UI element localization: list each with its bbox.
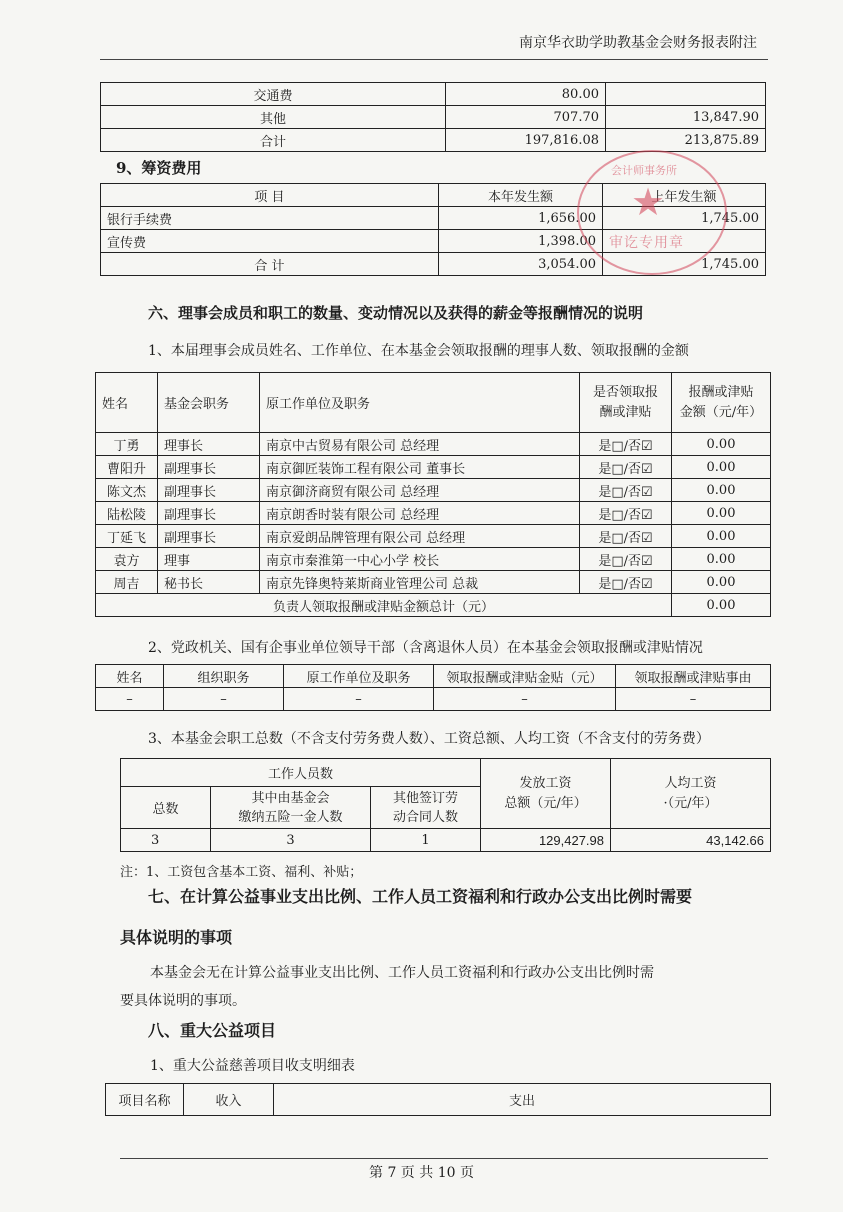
col-unit: 原工作单位及职务	[284, 665, 434, 688]
table-header-row	[121, 759, 771, 787]
col-amount: 领取报酬或津贴金贴（元）	[434, 665, 616, 688]
member-paid: 是□/否☑	[580, 433, 672, 456]
col-avg-line1: 人均工资	[664, 775, 717, 791]
header-title: 南京华衣助学助教基金会财务报表附注	[519, 35, 757, 51]
col-item: 项 目	[101, 184, 439, 207]
staff-note: 注：1、工资包含基本工资、福利、补贴；	[120, 865, 363, 880]
col-name: 姓名	[96, 665, 164, 688]
col-insured-line2: 缴纳五险一金人数	[238, 809, 343, 825]
member-role: 副理事长	[158, 479, 260, 502]
col-other	[371, 787, 481, 829]
staff-wage: 129,427.98	[481, 829, 611, 852]
col-other-line1: 其他签订劳	[393, 790, 459, 806]
audit-seal-stamp	[577, 150, 727, 275]
member-unit: 南京朗香时装有限公司 总经理	[260, 502, 580, 525]
officials-table	[95, 664, 771, 711]
current-amount: 197,816.08	[446, 129, 606, 152]
member-unit: 南京中古贸易有限公司 总经理	[260, 433, 580, 456]
cell-dash: –	[96, 688, 164, 711]
col-paid-line1: 是否领取报	[592, 384, 658, 400]
member-amount: 0.00	[672, 525, 771, 548]
col-name: 姓名	[96, 373, 158, 433]
section7-body-line1: 本基金会无在计算公益事业支出比例、工作人员工资福利和行政办公支出比例时需	[150, 965, 654, 981]
member-amount: 0.00	[672, 433, 771, 456]
member-paid: 是□/否☑	[580, 502, 672, 525]
page-number: 第 7 页 共 10 页	[369, 1165, 474, 1181]
member-paid: 是□/否☑	[580, 456, 672, 479]
current-amount: 1,656.00	[439, 207, 603, 230]
current-amount: 80.00	[446, 83, 606, 106]
total-current: 3,054.00	[439, 253, 603, 276]
row-label: 其他	[101, 106, 446, 129]
section7-body-line2: 要具体说明的事项。	[120, 993, 246, 1009]
col-role: 基金会职务	[158, 373, 260, 433]
table-total-row	[96, 594, 771, 617]
table-row	[96, 548, 771, 571]
board-total-amount: 0.00	[672, 594, 771, 617]
fund-costs-heading: 9、筹资费用	[116, 159, 202, 177]
col-avg	[611, 759, 771, 829]
member-role: 秘书长	[158, 571, 260, 594]
footer-divider	[120, 1158, 768, 1159]
staff-other: 1	[371, 829, 481, 852]
table-header-row	[96, 665, 771, 688]
col-project-name: 项目名称	[106, 1084, 184, 1116]
cell-dash: –	[616, 688, 771, 711]
prior-amount: 213,875.89	[606, 129, 766, 152]
staff-avg: 43,142.66	[611, 829, 771, 852]
col-avg-line2: ·（元/年）	[663, 795, 718, 811]
member-name: 丁延飞	[96, 525, 158, 548]
total-label: 合 计	[101, 253, 439, 276]
member-name: 曹阳升	[96, 456, 158, 479]
member-role: 理事	[158, 548, 260, 571]
section7-heading-line2: 具体说明的事项	[120, 928, 233, 947]
staff-table	[120, 758, 771, 852]
header-divider	[100, 59, 768, 60]
cell-dash: –	[164, 688, 284, 711]
prior-amount: 13,847.90	[606, 106, 766, 129]
cell-dash: –	[284, 688, 434, 711]
col-prior: 上年发生额	[603, 184, 766, 207]
total-prior: 1,745.00	[603, 253, 766, 276]
section7-heading-line1: 七、在计算公益事业支出比例、工作人员工资福利和行政办公支出比例时需要	[148, 887, 693, 906]
member-amount: 0.00	[672, 502, 771, 525]
staff-insured: 3	[211, 829, 371, 852]
table-row	[101, 106, 766, 129]
table-row	[96, 479, 771, 502]
stamp-bottom-text: 审讫专用章	[609, 235, 684, 251]
current-amount: 1,398.00	[439, 230, 603, 253]
section6-sub2: 2、党政机关、国有企事业单位领导干部（含离退休人员）在本基金会领取报酬或津贴情况	[148, 640, 703, 656]
member-amount: 0.00	[672, 456, 771, 479]
member-name: 袁方	[96, 548, 158, 571]
member-name: 丁勇	[96, 433, 158, 456]
prior-amount: 1,745.00	[603, 207, 766, 230]
col-total: 总数	[121, 787, 211, 829]
member-unit: 南京先锋奥特莱斯商业管理公司 总裁	[260, 571, 580, 594]
table-row	[96, 456, 771, 479]
major-projects-table	[105, 1083, 771, 1116]
table-row	[96, 433, 771, 456]
member-paid: 是□/否☑	[580, 525, 672, 548]
col-amount-line1: 报酬或津贴	[688, 384, 754, 400]
cell-dash: –	[434, 688, 616, 711]
table-row	[101, 83, 766, 106]
member-name: 陆松陵	[96, 502, 158, 525]
member-unit: 南京爱朗品牌管理有限公司 总经理	[260, 525, 580, 548]
section6-sub3: 3、本基金会职工总数（不含支付劳务费人数）、工资总额、人均工资（不含支付的劳务费）	[148, 731, 710, 747]
member-role: 副理事长	[158, 456, 260, 479]
table-row	[96, 525, 771, 548]
expense-continuation-table	[100, 82, 766, 152]
board-body	[96, 433, 771, 594]
col-paid	[580, 373, 672, 433]
col-unit: 原工作单位及职务	[260, 373, 580, 433]
row-label: 交通费	[101, 83, 446, 106]
member-role: 理事长	[158, 433, 260, 456]
member-unit: 南京御匠装饰工程有限公司 董事长	[260, 456, 580, 479]
member-amount: 0.00	[672, 479, 771, 502]
col-wage	[481, 759, 611, 829]
col-amount	[672, 373, 771, 433]
member-role: 副理事长	[158, 525, 260, 548]
stamp-top-text: 会计师事务所	[611, 164, 677, 177]
prior-amount	[606, 83, 766, 106]
col-paid-line2: 酬或津贴	[599, 404, 652, 420]
member-unit: 南京御济商贸有限公司 总经理	[260, 479, 580, 502]
col-staff-group: 工作人员数	[121, 759, 481, 787]
col-current: 本年发生额	[439, 184, 603, 207]
col-insured-line1: 其中由基金会	[251, 790, 330, 806]
member-name: 周吉	[96, 571, 158, 594]
member-paid: 是□/否☑	[580, 571, 672, 594]
section8-heading: 八、重大公益项目	[148, 1021, 277, 1040]
col-reason: 领取报酬或津贴事由	[616, 665, 771, 688]
row-label: 银行手续费	[101, 207, 439, 230]
col-other-line2: 动合同人数	[393, 809, 459, 825]
member-unit: 南京市秦淮第一中心小学 校长	[260, 548, 580, 571]
table-row	[96, 502, 771, 525]
col-wage-line1: 发放工资	[519, 775, 572, 791]
row-label: 宣传费	[101, 230, 439, 253]
table-row	[96, 571, 771, 594]
member-name: 陈文杰	[96, 479, 158, 502]
col-expense: 支出	[274, 1084, 771, 1116]
section6-heading: 六、理事会成员和职工的数量、变动情况以及获得的薪金等报酬情况的说明	[148, 304, 644, 322]
table-header-row	[106, 1084, 771, 1116]
star-icon: ★	[631, 180, 666, 224]
member-role: 副理事长	[158, 502, 260, 525]
staff-total: 3	[121, 829, 211, 852]
section8-sub1: 1、重大公益慈善项目收支明细表	[150, 1058, 355, 1074]
member-paid: 是□/否☑	[580, 548, 672, 571]
col-wage-line2: 总额（元/年）	[504, 795, 587, 811]
table-row	[121, 829, 771, 852]
row-label: 合计	[101, 129, 446, 152]
member-amount: 0.00	[672, 571, 771, 594]
section6-sub1: 1、本届理事会成员姓名、工作单位、在本基金会领取报酬的理事人数、领取报酬的金额	[148, 343, 689, 359]
table-row	[101, 129, 766, 152]
member-paid: 是□/否☑	[580, 479, 672, 502]
current-amount: 707.70	[446, 106, 606, 129]
col-insured	[211, 787, 371, 829]
col-income: 收入	[184, 1084, 274, 1116]
col-amount-line2: 金额（元/年）	[679, 404, 763, 420]
table-row	[96, 688, 771, 711]
board-members-table	[95, 372, 771, 617]
col-org-role: 组织职务	[164, 665, 284, 688]
board-total-label: 负责人领取报酬或津贴金额总计（元）	[96, 594, 672, 617]
table-header-row	[96, 373, 771, 433]
member-amount: 0.00	[672, 548, 771, 571]
